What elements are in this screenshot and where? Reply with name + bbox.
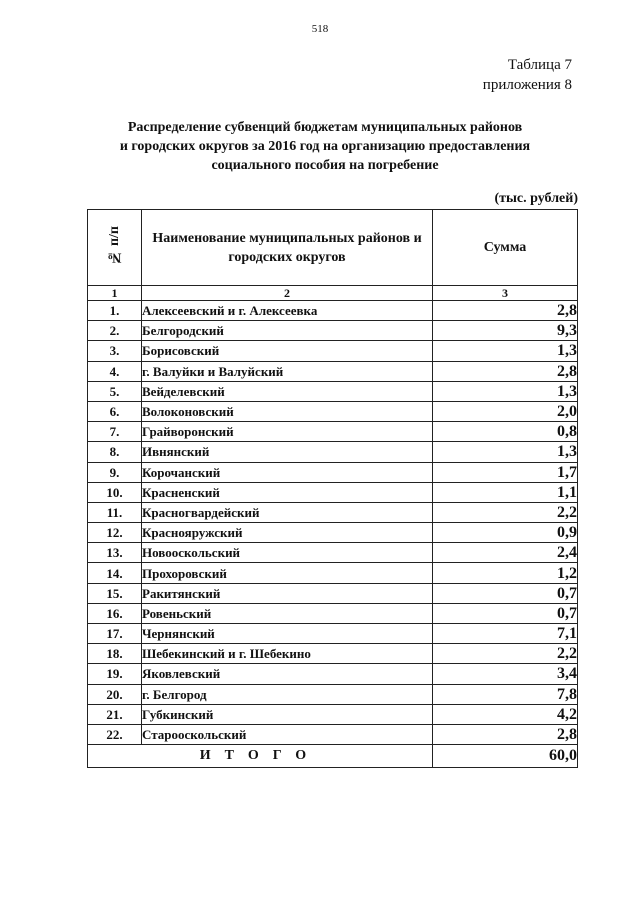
caption-line-1: Таблица 7 <box>507 57 572 73</box>
table-row <box>88 704 578 724</box>
table-row <box>88 523 578 543</box>
table-row <box>88 563 578 583</box>
row-sum: 1,2 <box>433 563 578 583</box>
row-district-name: Ракитянский <box>142 583 433 603</box>
title-line-3: социального пособия на погребение <box>211 158 439 173</box>
row-sum: 2,2 <box>433 502 578 522</box>
table-row <box>88 543 578 563</box>
row-number: 22. <box>88 724 142 744</box>
column-number-3: 3 <box>433 286 578 301</box>
column-number-row <box>88 286 578 301</box>
row-number: 16. <box>88 603 142 623</box>
row-sum: 3,4 <box>433 664 578 684</box>
row-district-name: Шебекинский и г. Шебекино <box>142 644 433 664</box>
subsidy-table <box>87 209 578 768</box>
row-district-name: Ровеньский <box>142 603 433 623</box>
table-row <box>88 462 578 482</box>
row-number: 15. <box>88 583 142 603</box>
table-row <box>88 664 578 684</box>
row-sum: 0,7 <box>433 603 578 623</box>
row-sum: 2,2 <box>433 644 578 664</box>
table-row <box>88 684 578 704</box>
table-row <box>88 644 578 664</box>
row-number: 18. <box>88 644 142 664</box>
row-sum: 2,0 <box>433 401 578 421</box>
header-row <box>88 210 578 286</box>
table-row <box>88 341 578 361</box>
row-number: 11. <box>88 502 142 522</box>
row-number: 13. <box>88 543 142 563</box>
table-row <box>88 321 578 341</box>
table-row <box>88 724 578 744</box>
row-sum: 2,8 <box>433 361 578 381</box>
header-sum <box>433 210 578 286</box>
row-number: 17. <box>88 624 142 644</box>
row-sum: 4,2 <box>433 704 578 724</box>
header-sum-label: Сумма <box>483 240 527 255</box>
row-number: 6. <box>88 401 142 421</box>
row-district-name: Краснояружский <box>142 523 433 543</box>
row-sum: 9,3 <box>433 321 578 341</box>
row-number: 12. <box>88 523 142 543</box>
column-number-2: 2 <box>142 286 433 301</box>
row-number: 19. <box>88 664 142 684</box>
table-row <box>88 401 578 421</box>
total-label: ИТОГО <box>88 745 433 768</box>
total-row <box>88 745 578 768</box>
table-row <box>88 361 578 381</box>
table-body <box>88 301 578 745</box>
row-district-name: Красногвардейский <box>142 502 433 522</box>
row-district-name: Красненский <box>142 482 433 502</box>
row-district-name: Белгородский <box>142 321 433 341</box>
row-number: 9. <box>88 462 142 482</box>
row-sum: 2,8 <box>433 301 578 321</box>
row-number: 14. <box>88 563 142 583</box>
table-caption <box>483 55 572 95</box>
row-number: 20. <box>88 684 142 704</box>
row-district-name: Ивнянский <box>142 442 433 462</box>
table-row <box>88 603 578 623</box>
row-district-name: Грайворонский <box>142 422 433 442</box>
row-sum: 1,3 <box>433 381 578 401</box>
row-district-name: Корочанский <box>142 462 433 482</box>
table-row <box>88 624 578 644</box>
header-name-label: Наименование муниципальных районов и городских округов <box>152 230 422 265</box>
row-district-name: Яковлевский <box>142 664 433 684</box>
row-sum: 2,4 <box>433 543 578 563</box>
row-district-name: Борисовский <box>142 341 433 361</box>
row-number: 5. <box>88 381 142 401</box>
caption-line-2: приложения 8 <box>482 77 572 93</box>
row-number: 21. <box>88 704 142 724</box>
row-number: 8. <box>88 442 142 462</box>
row-sum: 7,1 <box>433 624 578 644</box>
table-row <box>88 422 578 442</box>
row-district-name: Старооскольский <box>142 724 433 744</box>
row-sum: 1,3 <box>433 442 578 462</box>
row-sum: 7,8 <box>433 684 578 704</box>
row-district-name: Чернянский <box>142 624 433 644</box>
row-number: 1. <box>88 301 142 321</box>
table-row <box>88 381 578 401</box>
row-district-name: г. Валуйки и Валуйский <box>142 361 433 381</box>
table-row <box>88 502 578 522</box>
row-district-name: Волоконовский <box>142 401 433 421</box>
row-number: 7. <box>88 422 142 442</box>
row-number: 3. <box>88 341 142 361</box>
title-line-2: и городских округов за 2016 год на организацию предоставления <box>119 139 531 154</box>
row-district-name: Вейделевский <box>142 381 433 401</box>
document-title <box>90 118 560 175</box>
row-district-name: Алексеевский и г. Алексеевка <box>142 301 433 321</box>
row-sum: 0,9 <box>433 523 578 543</box>
header-name <box>142 210 433 286</box>
row-district-name: Губкинский <box>142 704 433 724</box>
table-row <box>88 301 578 321</box>
units-label: (тыс. рублей) <box>494 191 578 206</box>
row-sum: 0,8 <box>433 422 578 442</box>
table-row <box>88 583 578 603</box>
row-district-name: Новооскольский <box>142 543 433 563</box>
row-sum: 0,7 <box>433 583 578 603</box>
row-number: 4. <box>88 361 142 381</box>
total-sum: 60,0 <box>433 745 578 768</box>
page-number: 518 <box>311 23 329 35</box>
table-row <box>88 482 578 502</box>
row-district-name: г. Белгород <box>142 684 433 704</box>
row-sum: 2,8 <box>433 724 578 744</box>
header-num <box>88 210 142 286</box>
row-number: 10. <box>88 482 142 502</box>
column-number-1: 1 <box>88 286 142 301</box>
header-num-label: № п/п <box>106 226 122 265</box>
row-sum: 1,1 <box>433 482 578 502</box>
row-sum: 1,3 <box>433 341 578 361</box>
row-district-name: Прохоровский <box>142 563 433 583</box>
table-row <box>88 442 578 462</box>
row-sum: 1,7 <box>433 462 578 482</box>
row-number: 2. <box>88 321 142 341</box>
title-line-1: Распределение субвенций бюджетам муниципальных районов <box>127 120 523 135</box>
